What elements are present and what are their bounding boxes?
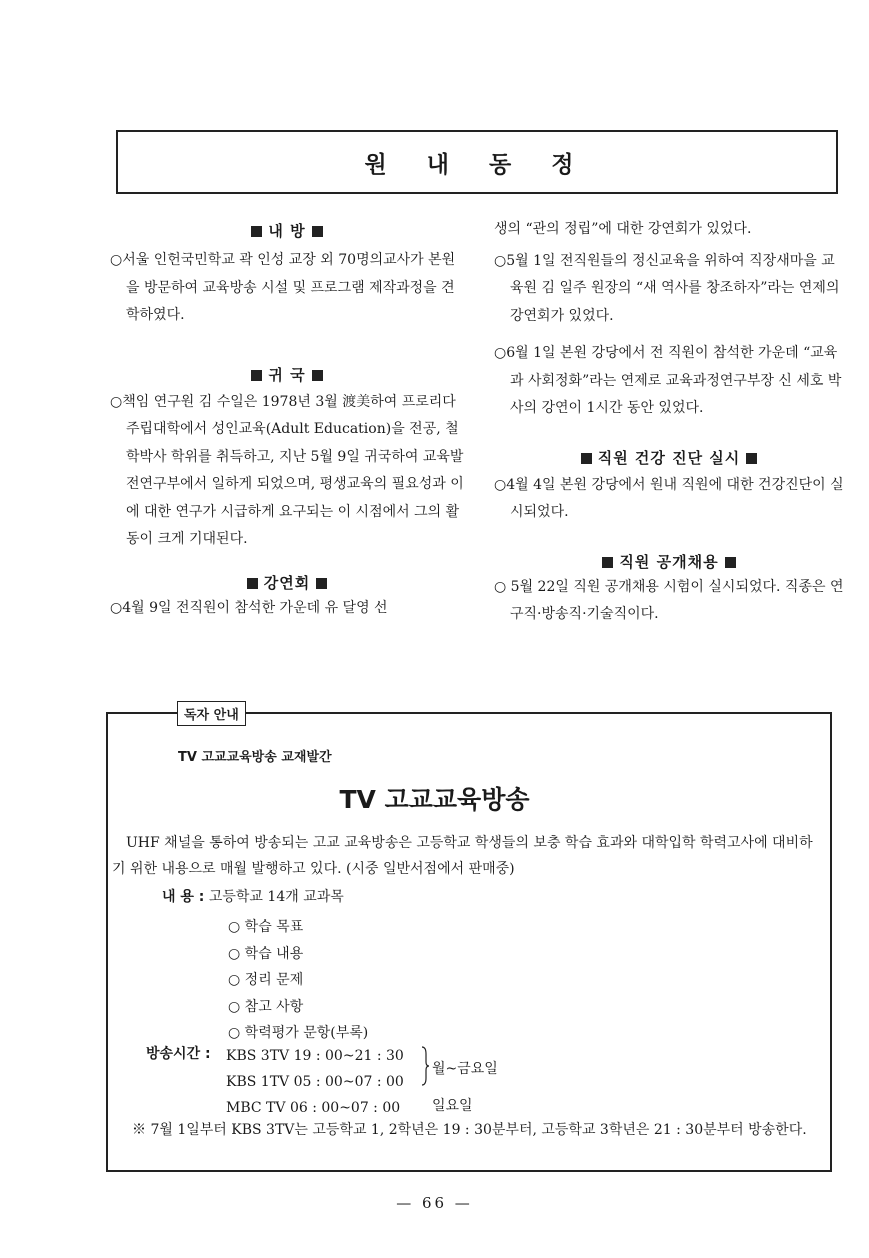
content-label: 내 용 : — [162, 889, 205, 905]
notice-description: UHF 채널을 통하여 방송되는 고교 교육방송은 고등학교 학생들의 보충 학습 효과와 대학입학 학력고사에 대비하기 위한 내용으로 매월 발행하고 있다. (시중 일반서점에서 판매중) — [112, 835, 813, 877]
square-bullet-icon — [251, 370, 262, 381]
square-bullet-icon — [725, 557, 736, 568]
square-bullet-icon — [247, 578, 258, 589]
schedule-label: 방송시간 : — [146, 1046, 211, 1062]
lecture-paragraph-3: ○6월 1일 본원 강당에서 전 직원이 참석한 가운데 “교육과 사회정화”라는 연제로 교육과정연구부장 신 세호 박사의 강연이 1시간 동안 있었다. — [494, 345, 842, 416]
health-paragraph: ○4월 4일 본원 강당에서 원내 직원에 대한 건강진단이 실시되었다. — [494, 476, 844, 520]
page-number: — 66 — — [396, 1194, 473, 1212]
notice-footnote: ※ 7월 1일부터 KBS 3TV는 고등학교 1, 2학년은 19 : 30분부터, 고등학교 3학년은 21 : 30분부터 방송한다. — [132, 1122, 807, 1138]
title-box — [116, 130, 838, 194]
list-item: ○ 정리 문제 — [228, 972, 304, 988]
section-heading-return — [110, 364, 464, 385]
schedule-list — [226, 1043, 404, 1121]
sunday-note: 일요일 — [432, 1098, 473, 1114]
schedule-row: KBS 1TV 05 : 00~07 : 00 — [226, 1074, 404, 1090]
section-heading-health — [494, 447, 844, 468]
square-bullet-icon — [251, 226, 262, 237]
square-bullet-icon — [602, 557, 613, 568]
square-bullet-icon — [312, 226, 323, 237]
content-row — [162, 886, 344, 906]
heading-text: 직원 공개채용 — [619, 552, 719, 571]
schedule-row: MBC TV 06 : 00~07 : 00 — [226, 1100, 401, 1116]
list-item: ○ 참고 사항 — [228, 998, 304, 1015]
content-items — [228, 914, 368, 1047]
square-bullet-icon — [316, 578, 327, 589]
visit-paragraph: ○서울 인헌국민학교 곽 인성 교장 외 70명의교사가 본원을 방문하여 교육방송 시설 및 프로그램 제작과정을 견학하였다. — [110, 252, 456, 323]
left-column — [110, 220, 464, 622]
page-title: 원 내 동 정 — [364, 151, 590, 178]
notice-subtitle: TV 고교교육방송 교재발간 — [178, 750, 332, 765]
lecture-paragraph: ○4월 9일 전직원이 참석한 가운데 유 달영 선 — [110, 599, 388, 616]
lecture-continued: 생의 “관의 정립”에 대한 강연회가 있었다. — [494, 221, 752, 237]
square-bullet-icon — [312, 370, 323, 381]
heading-text: 귀 국 — [268, 365, 306, 384]
section-heading-visit — [110, 220, 464, 241]
hiring-paragraph: ○ 5월 22일 직원 공개채용 시험이 실시되었다. 직종은 연구직·방송직·기술직이다. — [494, 578, 844, 622]
weekday-note: 월~금요일 — [432, 1061, 498, 1077]
list-item: ○ 학력평가 문항(부록) — [228, 1025, 369, 1041]
schedule-row: KBS 3TV 19 : 00~21 : 30 — [226, 1048, 404, 1064]
heading-text: 강연회 — [263, 573, 311, 592]
right-column — [494, 216, 844, 629]
section-heading-hiring — [494, 551, 844, 572]
reader-notice-label: 독자 안내 — [177, 701, 246, 726]
heading-text: 직원 건강 진단 실시 — [597, 448, 741, 467]
square-bullet-icon — [581, 453, 592, 464]
lecture-paragraph-2: ○5월 1일 전직원들의 정신교육을 위하여 직장새마을 교육원 김 일주 원장의 “새 역사를 창조하자”라는 연제의 강연회가 있었다. — [494, 252, 840, 324]
notice-title: TV 고교교육방송 — [339, 785, 530, 814]
heading-text: 내 방 — [268, 222, 306, 240]
list-item: ○ 학습 내용 — [228, 945, 304, 962]
section-heading-lecture — [110, 572, 464, 593]
list-item: ○ 학습 목표 — [228, 919, 304, 935]
return-paragraph: ○책임 연구원 김 수일은 1978년 3월 渡美하여 프로리다 주립대학에서 성인교육(Adult Education)을 전공, 철학박사 학위를 취득하고, 지난 5월 9일 귀국하여 교육발전연구부에서 일하게 되었으며, 평생교육의 필요성과 이에 대한 연구가 시급하게 요구되는 이 시점에서 그의 활동이 크게 기대된다. — [110, 393, 464, 547]
brace-icon — [420, 1046, 430, 1086]
square-bullet-icon — [746, 453, 757, 464]
content-value: 고등학교 14개 교과목 — [208, 889, 344, 905]
